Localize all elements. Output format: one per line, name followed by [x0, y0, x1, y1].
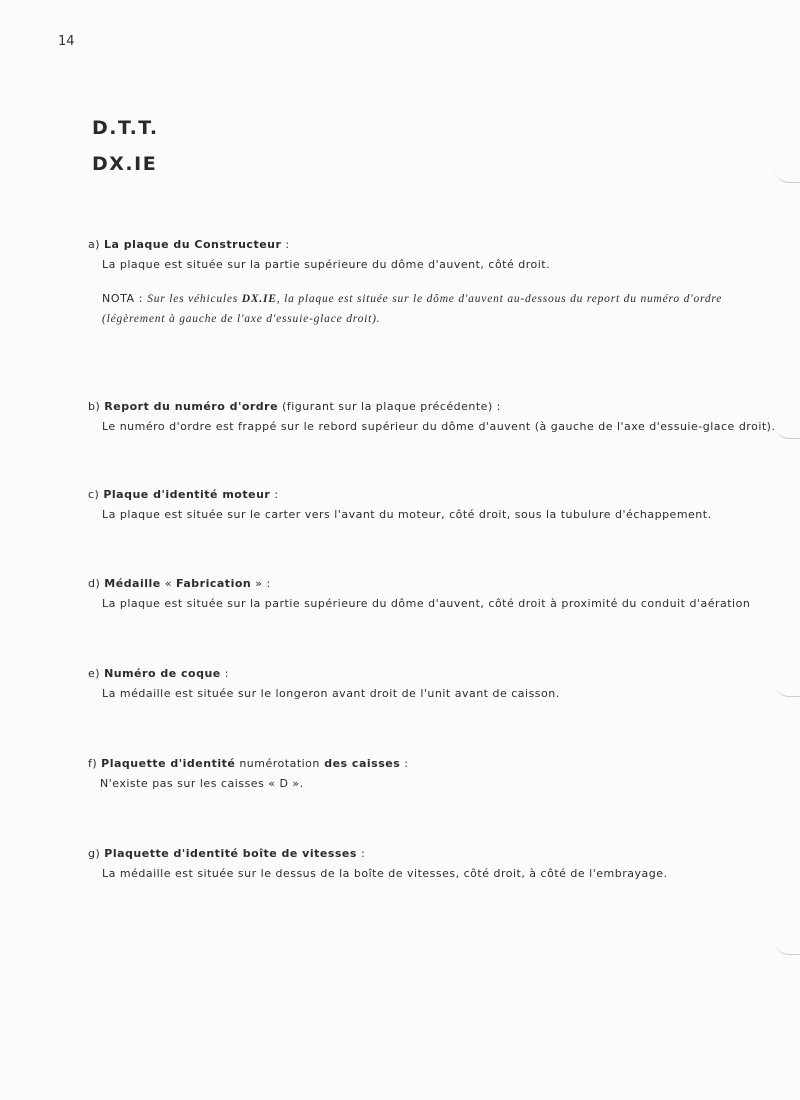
section-g-letter: g)	[88, 847, 101, 860]
section-a-title: La plaque du Constructeur	[104, 238, 282, 251]
section-b-heading	[88, 397, 768, 417]
section-d-letter: d)	[88, 577, 101, 590]
section-e-title: Numéro de coque	[104, 667, 221, 680]
section-a-letter: a)	[88, 238, 101, 251]
section-e-heading	[88, 664, 768, 684]
section-b-body: Le numéro d'ordre est frappé sur le rebord supérieur du dôme d'auvent (à gauche de l'axe d'essuie-glace droit).	[102, 420, 776, 433]
section-g	[88, 844, 768, 884]
section-c-letter: c)	[88, 488, 100, 501]
section-e-suffix: :	[220, 667, 229, 680]
section-g-suffix: :	[356, 847, 366, 860]
section-f-heading	[88, 754, 768, 774]
nota-label: NOTA :	[102, 292, 148, 305]
section-d-title: Médaille	[104, 577, 161, 590]
section-a	[88, 235, 768, 329]
section-a-suffix: :	[281, 238, 290, 251]
title-dtt: D.T.T.	[92, 117, 159, 139]
section-e-body: La médaille est située sur le longeron avant droit de l'unit avant de caisson.	[102, 687, 560, 700]
section-d	[88, 574, 768, 614]
section-g-title: Plaquette d'identité boîte de vitesses	[104, 847, 357, 860]
section-g-heading	[88, 844, 768, 864]
section-e	[88, 664, 768, 704]
title-dxie: DX.IE	[92, 153, 158, 175]
nota-text-post: , la plaque est située sur le dôme d'auvent au-dessous du report du numéro d'ordre (légèrement à gauche de l'axe d'essuie-glace droit).	[102, 293, 723, 325]
section-f-letter: f)	[88, 757, 98, 770]
section-c-title: Plaque d'identité moteur	[103, 488, 271, 501]
section-d-body: La plaque est située sur la partie supérieure du dôme d'auvent, côté droit à proximité du conduit d'aération	[102, 597, 751, 610]
section-f	[88, 754, 768, 794]
section-g-body: La médaille est située sur le dessus de la boîte de vitesses, côté droit, à côté de l'embrayage.	[102, 867, 668, 880]
section-c-body: La plaque est située sur le carter vers l'avant du moteur, côté droit, sous la tubulure d'échappement.	[102, 508, 712, 521]
section-e-letter: e)	[88, 667, 101, 680]
section-c	[88, 485, 768, 525]
section-d-title-2: Fabrication	[176, 577, 252, 590]
page-edge-mark	[774, 940, 800, 955]
section-f-title: Plaquette d'identité	[101, 757, 236, 770]
section-b-suffix: (figurant sur la plaque précédente) :	[278, 400, 501, 413]
section-b	[88, 397, 776, 437]
section-c-heading	[88, 485, 768, 505]
nota-text-bold: DX.IE	[241, 293, 277, 305]
page-edge-mark	[774, 424, 800, 439]
section-a-heading	[88, 235, 768, 255]
section-f-body: N'existe pas sur les caisses « D ».	[100, 777, 304, 790]
section-b-letter: b)	[88, 400, 101, 413]
section-d-heading	[88, 574, 768, 594]
page-number: 14	[58, 34, 75, 49]
section-a-body: La plaque est située sur la partie supérieure du dôme d'auvent, côté droit.	[102, 258, 551, 271]
section-f-title-rest: des caisses	[319, 757, 401, 770]
section-f-suffix: :	[400, 757, 409, 770]
section-b-title: Report du numéro d'ordre	[104, 400, 279, 413]
section-c-suffix: :	[270, 488, 279, 501]
section-a-nota	[88, 289, 768, 329]
nota-text-pre: Sur les véhicules	[147, 293, 242, 305]
section-f-title-normal: numérotation	[235, 757, 320, 770]
section-d-open-quote: «	[160, 577, 176, 590]
page-edge-mark	[774, 168, 800, 183]
page-edge-mark	[774, 682, 800, 697]
section-d-close-quote: » :	[251, 577, 271, 590]
